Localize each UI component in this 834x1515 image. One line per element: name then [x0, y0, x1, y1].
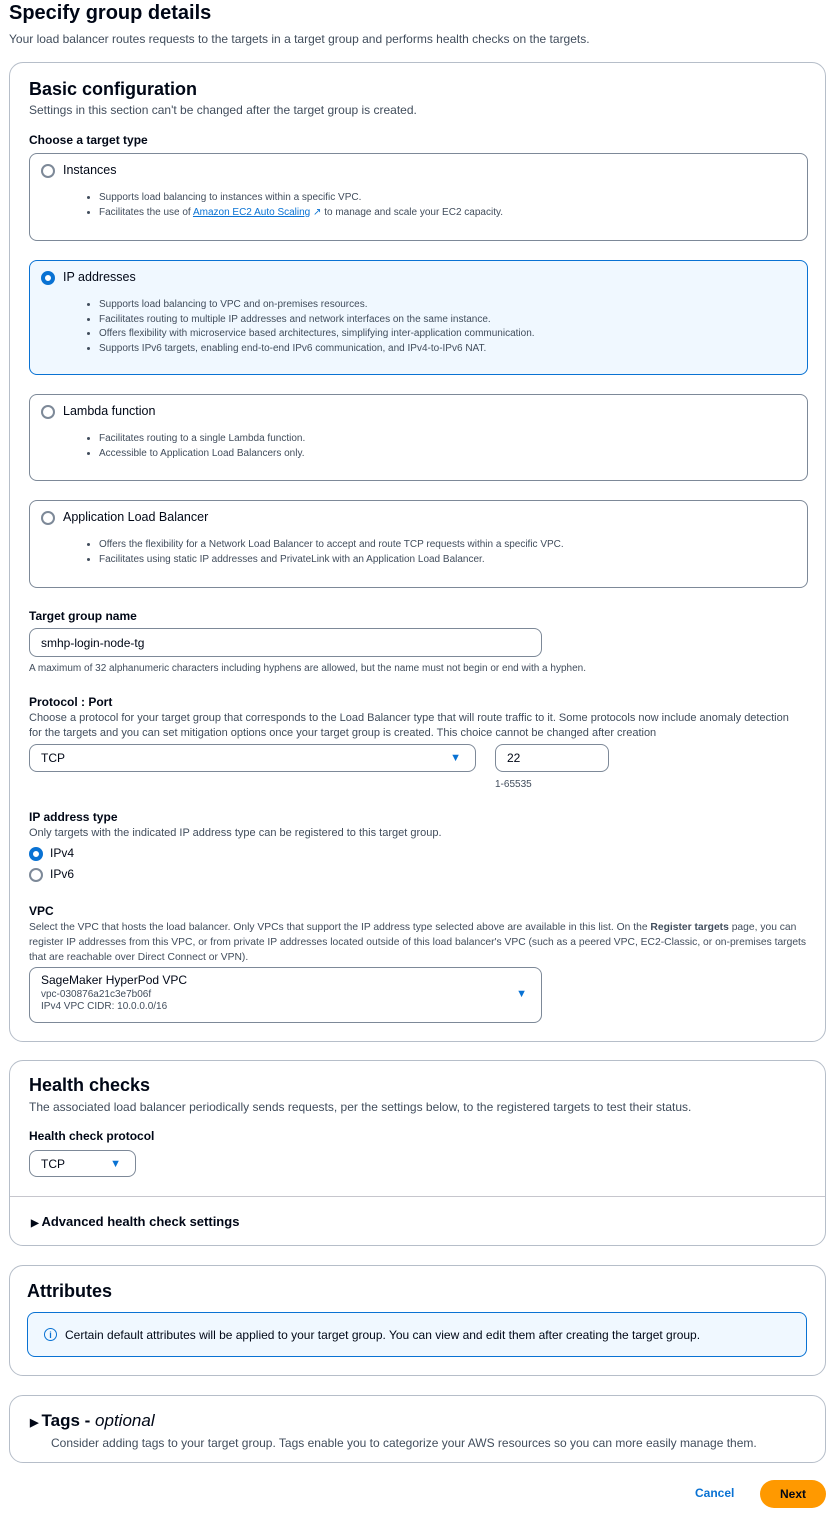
text: Select the VPC that hosts the load balancer. Only VPCs that support the IP address type selected above are available in this list. On the — [29, 922, 651, 933]
target-group-name-label: Target group name — [29, 609, 137, 623]
radio-label: IPv6 — [50, 867, 75, 881]
protocol-desc: Choose a protocol for your target group that corresponds to the Load Balancer type that will route traffic to it. Some protocols now include anomaly detection for the targets and you can set mitigation options once your target group is created. This choice cannot be changed after creation — [29, 712, 789, 739]
protocol-select[interactable] — [29, 744, 476, 772]
health-checks-panel — [9, 1060, 826, 1246]
bullet: • Facilitates using static IP addresses and PrivateLink with an Application Load Balancer. — [99, 553, 564, 568]
info-icon: i — [44, 1328, 57, 1341]
health-protocol-select[interactable] — [29, 1150, 136, 1177]
section-title: Health checks — [29, 1075, 151, 1095]
target-group-name-input[interactable] — [29, 628, 542, 657]
next-button[interactable]: Next — [760, 1480, 826, 1508]
caret-down-icon: ▼ — [516, 988, 527, 1000]
tile-label: IP addresses — [63, 270, 136, 284]
target-type-alb[interactable] — [29, 500, 808, 588]
external-link-icon: ↗ — [310, 206, 322, 218]
radio-icon[interactable] — [41, 405, 55, 419]
basic-configuration-panel — [9, 62, 826, 1042]
section-title: Basic configuration — [29, 79, 198, 99]
cancel-button[interactable]: Cancel — [695, 1486, 735, 1500]
vpc-desc — [29, 920, 811, 965]
page-subtitle: Your load balancer routes requests to the targets in a target group and performs health checks on the targets. — [9, 32, 590, 46]
vpc-select[interactable] — [29, 967, 542, 1023]
target-type-label: Choose a target type — [29, 133, 148, 147]
ip-address-type-label: IP address type — [29, 810, 118, 824]
bullet: • Offers flexibility with microservice based architectures, simplifying inter-application communication. — [99, 327, 535, 342]
vpc-name: SageMaker HyperPod VPC — [41, 973, 188, 987]
ipv6-radio[interactable] — [29, 867, 74, 881]
divider — [10, 1196, 825, 1197]
caret-right-icon: ▶ — [30, 1417, 42, 1429]
bullet: • Supports load balancing to VPC and on-premises resources. — [99, 298, 535, 313]
bullet-text: Facilitates the use of — [99, 206, 193, 218]
select-value: TCP — [41, 751, 65, 765]
ec2-auto-scaling-link[interactable]: Amazon EC2 Auto Scaling — [192, 206, 311, 218]
health-protocol-label: Health check protocol — [29, 1129, 155, 1143]
caret-down-icon: ▼ — [450, 752, 461, 764]
toggle-label: Advanced health check settings — [41, 1214, 240, 1229]
radio-icon[interactable] — [41, 511, 55, 525]
target-type-ip-addresses[interactable] — [29, 260, 808, 375]
input-value: smhp-login-node-tg — [41, 635, 145, 650]
bullet: • Offers the flexibility for a Network Load Balancer to accept and route TCP requests within a specific VPC. — [99, 538, 564, 553]
bullet-text: to manage and scale your EC2 capacity. — [321, 206, 504, 218]
section-desc: Consider adding tags to your target group. Tags enable you to categorize your AWS resources so you can more easily manage them. — [51, 1436, 757, 1450]
bullet: • Facilitates routing to a single Lambda function. — [99, 432, 305, 447]
input-value: 22 — [507, 751, 521, 765]
bullet — [99, 206, 503, 221]
tile-label: Application Load Balancer — [63, 510, 209, 524]
info-alert — [27, 1312, 807, 1357]
tile-label: Lambda function — [63, 404, 156, 418]
vpc-id: vpc-030876a21c3e7b06f — [41, 989, 152, 1000]
radio-icon[interactable] — [41, 164, 55, 178]
ipv4-radio[interactable] — [29, 846, 74, 860]
section-subtitle: Settings in this section can't be changed after the target group is created. — [29, 103, 417, 117]
protocol-port-label: Protocol : Port — [29, 695, 113, 709]
tags-panel — [9, 1395, 826, 1463]
radio-label: IPv4 — [50, 846, 75, 860]
text: page, you can register IP addresses from this VPC, or from private IP addresses located outside of this load balancer's VPC (such as a peered VPC, EC2-Classic, or on-premises targets that are reachable over Direct Connect or VPN). — [29, 922, 807, 963]
target-type-lambda[interactable] — [29, 394, 808, 481]
ip-type-desc: Only targets with the indicated IP address type can be registered to this target group. — [29, 827, 442, 839]
text-bold: Register targets — [650, 922, 729, 933]
bullet: • Facilitates routing to multiple IP addresses and network interfaces on the same instance. — [99, 313, 535, 328]
optional-label: optional — [95, 1411, 155, 1430]
tile-label: Instances — [63, 163, 117, 177]
info-text: Certain default attributes will be applied to your target group. You can view and edit them after creating the target group. — [65, 1327, 701, 1342]
port-hint: 1-65535 — [495, 779, 532, 790]
select-value: TCP — [41, 1156, 65, 1171]
radio-icon[interactable] — [41, 271, 55, 285]
section-title: Tags - — [41, 1411, 96, 1430]
vpc-cidr: IPv4 VPC CIDR: 10.0.0.0/16 — [41, 1001, 168, 1012]
caret-down-icon: ▼ — [110, 1157, 121, 1170]
target-type-instances[interactable] — [29, 153, 808, 241]
bullet: • Supports IPv6 targets, enabling end-to-end IPv6 communication, and IPv4-to-IPv6 NAT. — [99, 342, 535, 357]
bullet: • Accessible to Application Load Balancers only. — [99, 447, 305, 462]
page-title: Specify group details — [9, 2, 212, 24]
radio-icon[interactable] — [29, 847, 43, 861]
port-input[interactable] — [495, 744, 609, 772]
caret-right-icon: ▶ — [31, 1218, 42, 1229]
section-desc: The associated load balancer periodically sends requests, per the settings below, to the registered targets to test their status. — [29, 1100, 692, 1114]
bullet: • Supports load balancing to instances within a specific VPC. — [99, 191, 503, 206]
radio-icon[interactable] — [29, 868, 43, 882]
attributes-panel — [9, 1265, 826, 1376]
name-hint: A maximum of 32 alphanumeric characters including hyphens are allowed, but the name must not begin or end with a hyphen. — [29, 663, 586, 674]
section-title: Attributes — [27, 1281, 112, 1301]
tags-toggle[interactable] — [30, 1411, 155, 1431]
advanced-health-check-toggle[interactable] — [31, 1214, 239, 1229]
vpc-label: VPC — [29, 904, 54, 918]
